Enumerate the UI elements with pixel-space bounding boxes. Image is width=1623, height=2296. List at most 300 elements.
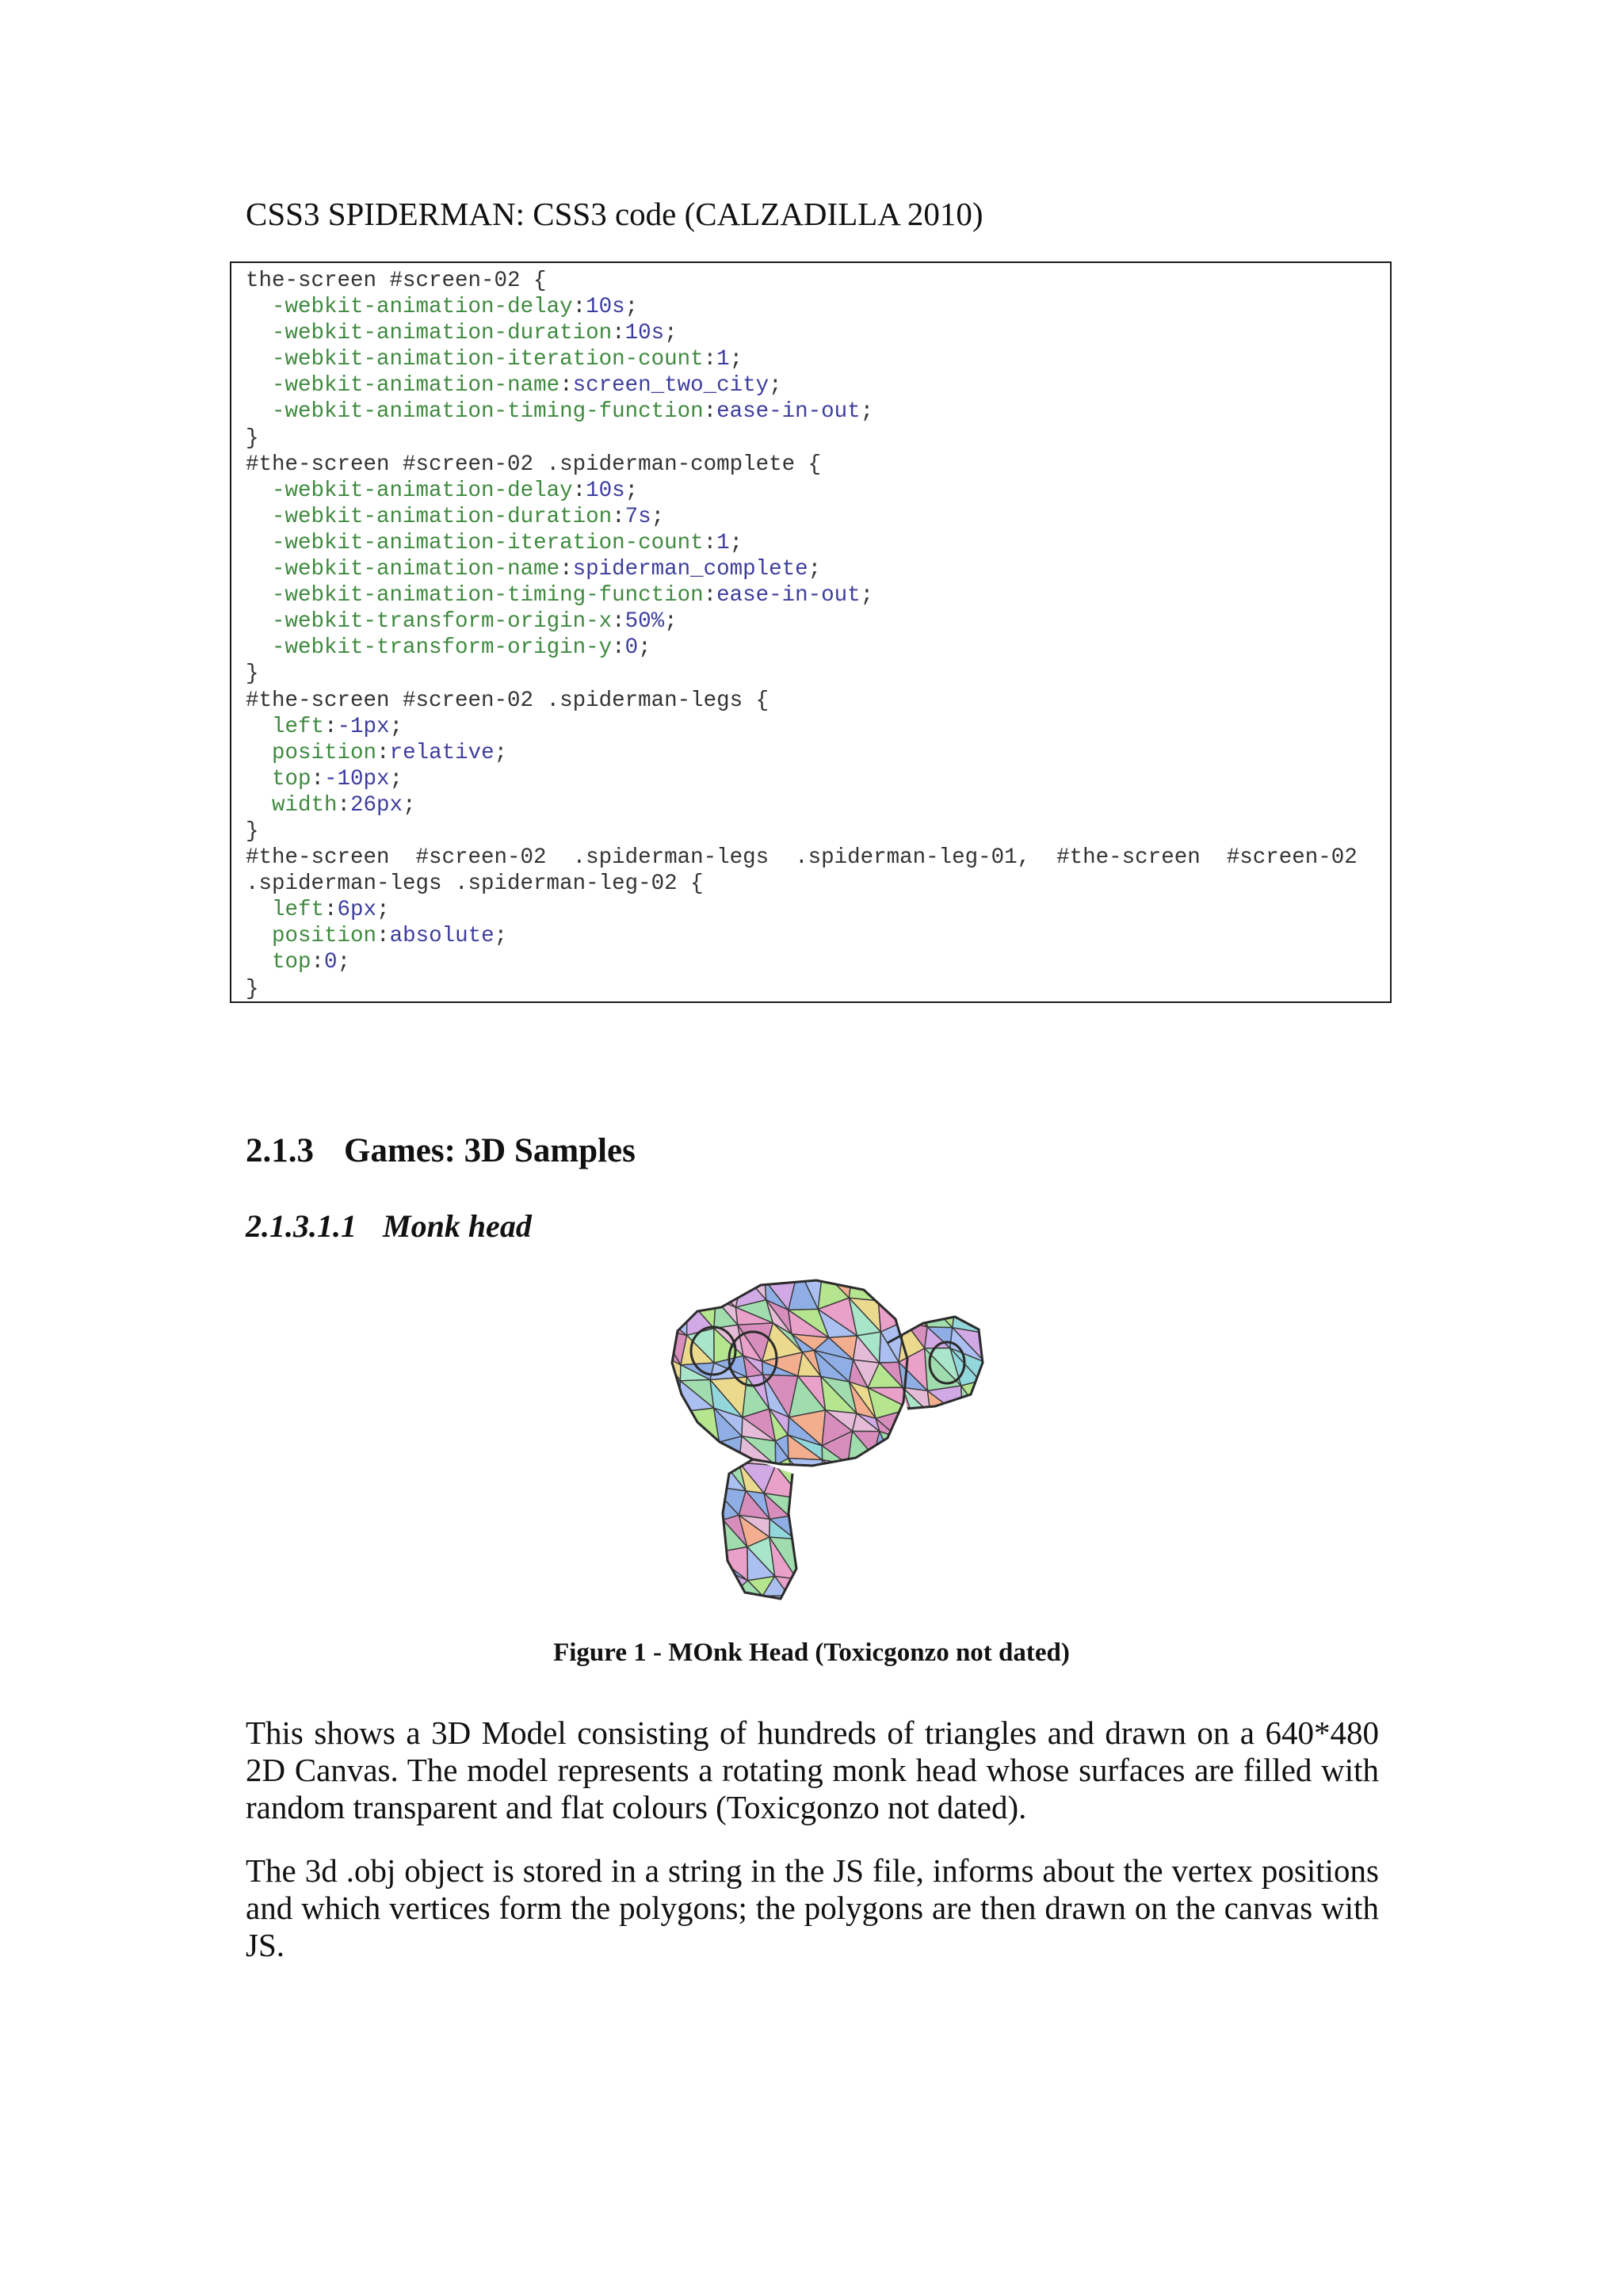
code-line <box>246 425 1390 452</box>
mesh-triangle <box>924 1283 957 1298</box>
code-property: -webkit-animation-iteration-count <box>272 347 704 372</box>
section-title: Games: 3D Samples <box>344 1132 636 1169</box>
mesh-triangle <box>900 1566 933 1603</box>
mesh-triangle <box>634 1326 663 1356</box>
mesh-triangle <box>927 1428 965 1457</box>
code-value: 0 <box>624 635 639 661</box>
mesh-triangle <box>983 1456 999 1493</box>
code-text: : <box>612 635 625 661</box>
mesh-triangle <box>708 1596 736 1608</box>
mesh-triangle <box>957 1595 989 1608</box>
code-value: screen_two_city <box>572 373 769 399</box>
mesh-triangle <box>689 1578 708 1607</box>
code-value: 1 <box>716 530 730 555</box>
code-line <box>246 949 1390 975</box>
code-text <box>246 609 272 634</box>
mesh-triangle <box>634 1276 655 1310</box>
code-text <box>246 635 272 660</box>
code-text: ; <box>729 347 743 372</box>
code-line <box>246 556 1390 582</box>
code-text: ; <box>337 950 351 975</box>
mesh-triangle <box>797 1569 816 1597</box>
mesh-triangle <box>928 1525 961 1544</box>
code-text <box>246 347 272 372</box>
mesh-triangle <box>964 1457 983 1485</box>
mesh-triangle <box>896 1512 930 1538</box>
mesh-triangle <box>976 1536 999 1569</box>
code-property: position <box>272 740 377 765</box>
code-text: ; <box>664 609 678 635</box>
code-text: #the-screen #screen-02 .spiderman-legs { <box>246 688 769 713</box>
mesh-triangle <box>820 1460 854 1499</box>
mesh-triangle <box>642 1326 663 1356</box>
mesh-triangle <box>661 1600 689 1608</box>
mesh-triangle <box>803 1499 829 1523</box>
code-property: left <box>272 898 325 923</box>
mesh-triangle <box>962 1417 985 1435</box>
mesh-triangle <box>634 1403 669 1439</box>
mesh-triangle <box>637 1299 660 1329</box>
figure-caption: Figure 1 - MOnk Head (Toxicgonzo not dated) <box>553 1638 1070 1667</box>
mesh-triangle <box>932 1489 962 1526</box>
mesh-triangle <box>962 1524 984 1536</box>
code-line <box>246 976 1390 1002</box>
mesh-triangle <box>962 1417 976 1437</box>
code-value: 10s <box>586 295 625 320</box>
mesh-triangle <box>873 1456 897 1495</box>
mesh-triangle <box>828 1519 850 1546</box>
code-value: relative <box>389 740 495 765</box>
monk-head-figure <box>634 1276 999 1608</box>
mesh-triangle <box>689 1596 720 1608</box>
mesh-triangle <box>686 1607 720 1608</box>
mesh-triangle <box>980 1362 999 1390</box>
mesh-triangle <box>823 1542 852 1565</box>
mesh-triangle <box>879 1569 911 1602</box>
mesh-triangle <box>976 1436 999 1456</box>
mesh-triangle <box>655 1407 690 1439</box>
mesh-triangle <box>876 1599 910 1608</box>
mesh-triangle <box>669 1436 690 1463</box>
code-line <box>246 635 1390 661</box>
mesh-triangle <box>878 1512 904 1547</box>
paragraph-1: This shows a 3D Model consisting of hundreds of triangles and drawn on a 640*480 2D Canvas. The model represents a rotating monk head whose surfaces are filled with random transparent and flat colours (Toxicgonzo not dated). <box>246 1714 1379 1825</box>
mesh-triangle <box>795 1539 822 1568</box>
code-text <box>246 741 272 765</box>
mesh-triangle <box>896 1512 930 1547</box>
mesh-triangle <box>634 1543 660 1575</box>
code-text <box>246 399 272 424</box>
mesh-triangle <box>680 1543 709 1578</box>
mesh-triangle <box>878 1540 900 1580</box>
code-text <box>246 373 272 398</box>
mesh-triangle <box>660 1575 697 1607</box>
code-property: -webkit-animation-duration <box>272 321 613 346</box>
code-listing <box>230 261 1392 1003</box>
mesh-triangle <box>841 1604 880 1608</box>
mesh-triangle <box>658 1471 689 1487</box>
mesh-triangle <box>634 1569 661 1600</box>
mesh-triangle <box>680 1543 712 1563</box>
code-value: 26px <box>350 792 403 818</box>
mesh-triangle <box>660 1575 689 1607</box>
mesh-triangle <box>981 1459 999 1493</box>
section-number: 2.1.3 <box>246 1132 314 1169</box>
mesh-triangle <box>896 1495 928 1525</box>
section-heading <box>246 1131 636 1170</box>
mesh-triangle <box>815 1597 846 1608</box>
mesh-triangle <box>708 1282 736 1307</box>
mesh-triangle <box>900 1580 928 1603</box>
code-line <box>246 268 1390 294</box>
code-text <box>246 924 272 948</box>
code-text: ; <box>860 583 874 608</box>
code-text: ; <box>860 399 874 425</box>
code-line <box>246 923 1390 949</box>
code-text: } <box>246 425 259 451</box>
code-text <box>246 793 272 818</box>
code-property: -webkit-transform-origin-y <box>272 635 613 661</box>
code-text <box>246 531 272 555</box>
mesh-triangle <box>850 1489 879 1519</box>
code-line <box>246 294 1390 320</box>
mesh-triangle <box>928 1566 957 1603</box>
code-text: : <box>337 792 351 818</box>
code-value: 10s <box>586 478 625 503</box>
mesh-triangle <box>846 1599 880 1608</box>
mesh-triangle <box>898 1276 924 1305</box>
mesh-triangle <box>823 1522 846 1545</box>
mesh-triangle <box>896 1465 932 1499</box>
mesh-triangle <box>634 1276 655 1311</box>
mesh-triangle <box>949 1545 976 1576</box>
mesh-triangle <box>655 1311 687 1336</box>
code-text <box>246 479 272 503</box>
code-text: ; <box>403 792 416 818</box>
mesh-triangle <box>960 1567 989 1594</box>
code-line <box>246 608 1390 635</box>
mesh-triangle <box>910 1409 930 1428</box>
code-line <box>246 818 1390 845</box>
code-text: : <box>376 924 390 949</box>
code-text: ; <box>664 321 678 346</box>
mesh-triangle <box>930 1413 965 1437</box>
mesh-triangle <box>953 1295 987 1333</box>
mesh-triangle <box>634 1430 658 1471</box>
mesh-triangle <box>927 1428 964 1465</box>
mesh-triangle <box>927 1413 965 1437</box>
code-text: ; <box>624 478 639 503</box>
mesh-triangle <box>951 1276 976 1301</box>
code-property: -webkit-animation-delay <box>272 295 573 320</box>
code-value: 10s <box>624 321 665 346</box>
mesh-triangle <box>637 1299 660 1329</box>
code-text: : <box>703 347 717 372</box>
code-property: -webkit-animation-timing-function <box>272 399 704 425</box>
mesh-triangle <box>639 1522 656 1543</box>
mesh-triangle <box>708 1592 736 1608</box>
mesh-triangle <box>852 1564 879 1599</box>
code-text: ; <box>651 504 665 529</box>
mesh-triangle <box>898 1409 927 1437</box>
mesh-triangle <box>896 1602 930 1608</box>
mesh-triangle <box>634 1595 654 1608</box>
subsection-number: 2.1.3.1.1 <box>246 1208 357 1244</box>
code-property: -webkit-transform-origin-x <box>272 609 613 635</box>
mesh-triangle <box>680 1522 712 1554</box>
mesh-triangle <box>639 1520 657 1540</box>
code-line <box>246 399 1390 425</box>
mesh-triangle <box>820 1489 854 1519</box>
code-text: : <box>559 373 573 399</box>
mesh-triangle <box>696 1563 709 1596</box>
mesh-triangle <box>795 1539 814 1579</box>
code-line <box>246 504 1390 530</box>
mesh-triangle <box>928 1499 961 1525</box>
mesh-triangle <box>878 1516 905 1547</box>
code-caption: CSS3 SPIDERMAN: CSS3 code (CALZADILLA 2010) <box>246 196 983 232</box>
code-property: -webkit-animation-iteration-count <box>272 530 704 555</box>
mesh-triangle <box>928 1525 949 1544</box>
paragraph-2: The 3d .obj object is stored in a string in the JS file, informs about the vertex positions and which vertices form the polygons; the polygons are then drawn on the canvas with JS. <box>246 1852 1379 1963</box>
mesh-triangle <box>656 1520 680 1543</box>
mesh-triangle <box>658 1438 689 1471</box>
mesh-triangle <box>820 1499 850 1523</box>
mesh-triangle <box>992 1276 999 1305</box>
mesh-triangle <box>869 1486 896 1516</box>
mesh-triangle <box>932 1566 960 1594</box>
mesh-triangle <box>877 1276 907 1305</box>
mesh-triangle <box>634 1595 661 1608</box>
mesh-triangle <box>981 1486 999 1511</box>
mesh-triangle <box>634 1354 663 1383</box>
code-text: ; <box>494 924 508 949</box>
code-text: : <box>311 766 325 791</box>
mesh-triangle <box>987 1333 999 1350</box>
code-property: -webkit-animation-timing-function <box>272 583 704 608</box>
mesh-triangle <box>985 1333 999 1362</box>
code-text <box>246 898 272 922</box>
mesh-triangle <box>658 1463 689 1487</box>
mesh-triangle <box>814 1569 846 1604</box>
mesh-triangle <box>976 1419 999 1440</box>
mesh-triangle <box>656 1540 696 1578</box>
mesh-triangle <box>898 1428 930 1465</box>
mesh-triangle <box>655 1407 690 1436</box>
mesh-triangle <box>900 1548 933 1580</box>
mesh-triangle <box>877 1276 907 1305</box>
mesh-triangle <box>634 1375 657 1407</box>
mesh-triangle <box>976 1436 999 1459</box>
code-property: -webkit-animation-name <box>272 557 560 582</box>
mesh-triangle <box>976 1276 999 1305</box>
mesh-triangle <box>930 1457 964 1488</box>
code-property: width <box>272 792 338 818</box>
mesh-triangle <box>656 1540 696 1578</box>
mesh-triangle <box>634 1468 667 1482</box>
code-text: : <box>559 557 573 582</box>
code-property: position <box>272 924 377 949</box>
code-text: : <box>324 714 338 739</box>
mesh-triangle <box>687 1276 716 1299</box>
mesh-triangle <box>634 1403 669 1439</box>
code-line <box>246 320 1390 346</box>
code-value: -10px <box>324 766 390 791</box>
mesh-triangle <box>845 1540 879 1569</box>
mesh-triangle <box>930 1465 953 1499</box>
mesh-triangle <box>687 1276 716 1299</box>
mesh-triangle <box>845 1519 877 1546</box>
mesh-triangle <box>655 1276 687 1298</box>
mesh-triangle <box>823 1460 855 1490</box>
code-text: ; <box>376 898 390 923</box>
mesh-triangle <box>876 1569 910 1602</box>
code-value: ease-in-out <box>716 399 861 425</box>
code-property: top <box>272 950 311 975</box>
mesh-triangle <box>634 1495 657 1522</box>
code-text <box>246 583 272 608</box>
mesh-triangle <box>896 1468 932 1499</box>
mesh-triangle <box>657 1483 682 1522</box>
code-text: ; <box>769 373 782 399</box>
code-text: : <box>612 609 625 635</box>
mesh-triangle <box>953 1486 983 1525</box>
subsection-heading <box>246 1207 532 1245</box>
mesh-triangle <box>654 1600 686 1608</box>
code-text: : <box>612 504 625 529</box>
mesh-triangle <box>930 1538 960 1576</box>
code-text: ; <box>729 530 743 555</box>
code-text: } <box>246 662 259 687</box>
code-text: : <box>324 898 338 923</box>
code-text: : <box>572 478 586 503</box>
code-value: 1 <box>716 347 730 372</box>
code-text <box>246 767 272 791</box>
mesh-triangle <box>953 1489 983 1526</box>
mesh-triangle <box>983 1511 999 1538</box>
mesh-triangle <box>965 1436 983 1459</box>
mesh-triangle <box>953 1457 981 1488</box>
mesh-triangle <box>814 1542 851 1569</box>
mesh-triangle <box>634 1569 661 1600</box>
code-value: 50% <box>624 609 665 635</box>
subsection-title: Monk head <box>383 1208 532 1244</box>
code-text: ; <box>389 714 403 739</box>
code-property: -webkit-animation-duration <box>272 504 613 529</box>
code-line <box>246 845 1390 871</box>
code-text: .spiderman-legs .spiderman-leg-02 { <box>246 871 704 897</box>
code-value: 7s <box>624 504 651 529</box>
code-text: : <box>703 399 717 425</box>
code-text: } <box>246 818 259 844</box>
mesh-triangle <box>689 1459 720 1486</box>
code-text: ; <box>624 295 639 320</box>
mesh-triangle <box>985 1416 999 1440</box>
code-line <box>246 582 1390 608</box>
mesh-triangle <box>983 1524 999 1538</box>
mesh-triangle <box>848 1464 869 1489</box>
code-text: the-screen #screen-02 { <box>246 269 547 293</box>
code-text: #the-screen #screen-02 .spiderman-legs .spiderman-leg-01, #the-screen #screen-02 <box>246 845 1358 871</box>
code-text: } <box>246 976 259 1001</box>
mesh-triangle <box>855 1486 879 1516</box>
mesh-triangle <box>634 1468 667 1495</box>
code-line <box>246 688 1390 714</box>
mesh-triangle <box>789 1596 820 1608</box>
mesh-triangle <box>876 1599 896 1608</box>
mesh-triangle <box>657 1520 682 1543</box>
mesh-triangle <box>951 1276 992 1301</box>
code-text <box>246 321 272 345</box>
mesh-triangle <box>949 1595 983 1608</box>
code-value: 0 <box>324 950 338 975</box>
code-value: absolute <box>389 924 495 949</box>
code-line <box>246 766 1390 792</box>
code-text <box>246 950 272 974</box>
code-line <box>246 452 1390 478</box>
code-line <box>246 478 1390 504</box>
mesh-triangle <box>928 1595 957 1608</box>
mesh-triangle <box>949 1525 983 1544</box>
mesh-triangle <box>845 1545 879 1569</box>
mesh-triangle <box>814 1564 851 1604</box>
code-line <box>246 661 1390 687</box>
mesh-triangle <box>980 1381 999 1419</box>
mesh-triangle <box>789 1596 820 1608</box>
code-text <box>246 295 272 319</box>
mesh-triangle <box>989 1595 999 1608</box>
code-property: left <box>272 714 325 739</box>
code-text: : <box>376 740 390 765</box>
mesh-triangle <box>667 1483 689 1522</box>
mesh-triangle <box>682 1487 723 1521</box>
mesh-triangle <box>869 1456 897 1495</box>
mesh-triangle <box>964 1437 983 1459</box>
mesh-triangle <box>983 1536 999 1569</box>
mesh-triangle <box>689 1463 712 1487</box>
mesh-triangle <box>789 1516 823 1542</box>
code-value: -1px <box>337 714 390 739</box>
mesh-triangle <box>983 1595 999 1608</box>
mesh-triangle <box>789 1579 815 1597</box>
code-value: 6px <box>337 898 377 923</box>
code-text: ; <box>808 557 822 582</box>
code-text: #the-screen #screen-02 .spiderman-complete { <box>246 452 822 477</box>
code-text: : <box>311 950 325 975</box>
mesh-triangle <box>634 1430 669 1471</box>
mesh-triangle <box>789 1499 828 1522</box>
code-line <box>246 530 1390 556</box>
mesh-triangle <box>634 1354 657 1383</box>
mesh-triangle <box>655 1298 687 1335</box>
mesh-triangle <box>949 1536 983 1567</box>
monk-head-image <box>634 1276 999 1608</box>
mesh-triangle <box>928 1603 949 1608</box>
code-line <box>246 714 1390 740</box>
code-text <box>246 505 272 529</box>
code-text: ; <box>638 635 651 661</box>
code-text: : <box>572 295 586 320</box>
mesh-triangle <box>911 1602 930 1608</box>
mesh-triangle <box>846 1564 876 1604</box>
code-text <box>246 557 272 582</box>
mesh-triangle <box>981 1486 999 1525</box>
code-property: -webkit-animation-name <box>272 373 560 399</box>
code-text <box>246 715 272 739</box>
mesh-triangle <box>897 1495 932 1525</box>
mesh-triangle <box>682 1520 723 1553</box>
mesh-triangle <box>641 1540 660 1574</box>
